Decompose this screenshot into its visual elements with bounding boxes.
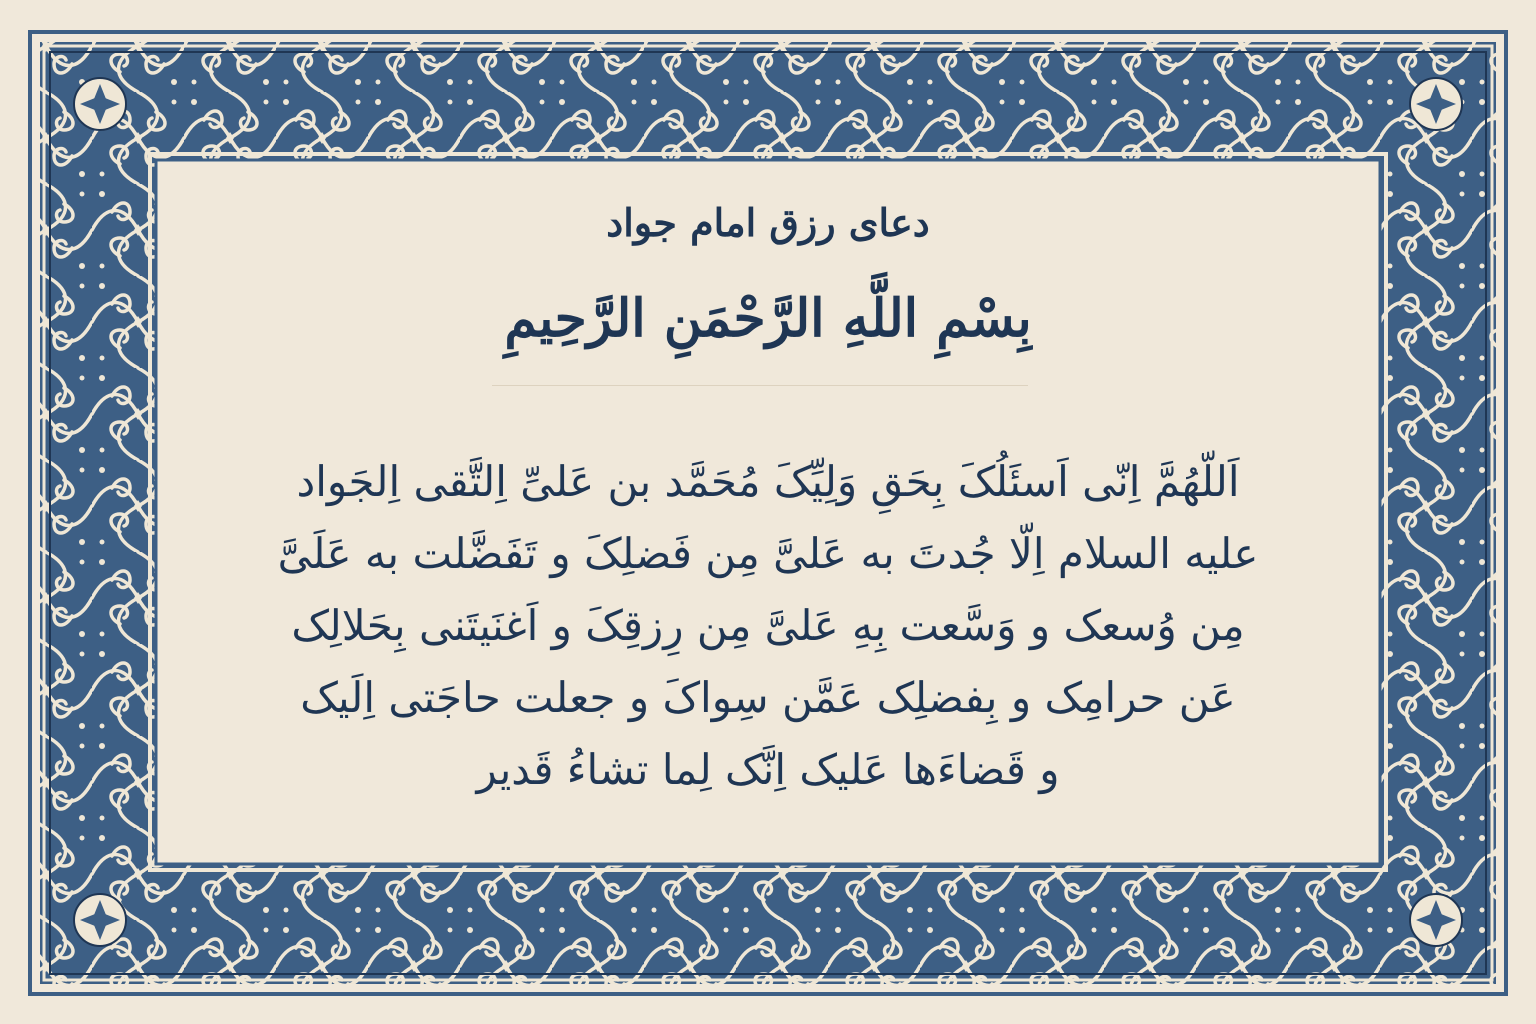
divider [492, 385, 1028, 386]
prayer-line-5: و قَضاءَها عَلیک اِنَّک لِما تشاءُ قَدیر [476, 745, 1060, 794]
prayer-text [200, 446, 1336, 806]
prayer-line-2: علیه السلام اِلّا جُدتَ به عَلیَّ مِن فَضلِکَ و تَفَضَّلت به عَلَیَّ [277, 529, 1259, 578]
prayer-line-3: مِن وُسعک و وَسَّعت بِهِ عَلیَّ مِن رِزقِکَ و اَغنَیتَنی بِحَلالِک [291, 601, 1245, 650]
prayer-line-4: عَن حرامِک و بِفضلِک عَمَّن سِواکَ و جعلت حاجَتی اِلَیک [300, 673, 1236, 722]
text-panel [160, 164, 1376, 860]
basmala: بِسْمِ اللَّهِ الرَّحْمَنِ الرَّحِيمِ [504, 288, 1032, 349]
prayer-line-1: اَللّهُمَّ اِنّی اَسئَلُکَ بِحَقِ وَلِیِّکَ مُحَمَّد بن عَلیِّ اِلتَّقی اِلجَواد [296, 457, 1240, 506]
prayer-title: دعای رزق امام جواد [606, 200, 930, 245]
